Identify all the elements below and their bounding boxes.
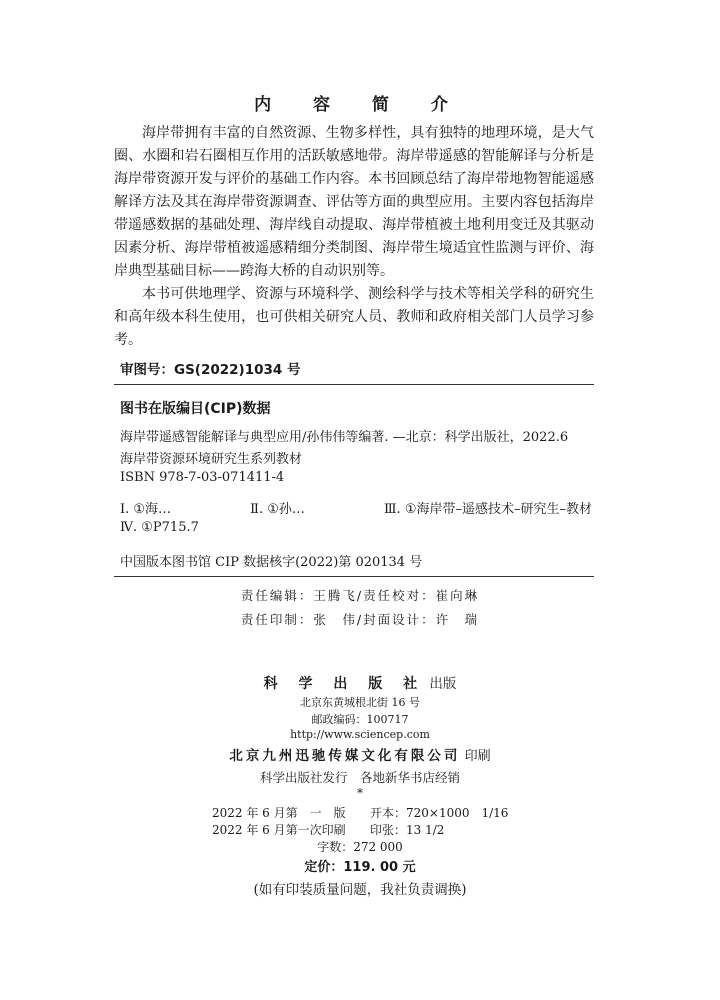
page-title: 内 容 简 介 bbox=[254, 95, 466, 115]
cip-subject-2: Ⅱ. ①孙… bbox=[250, 502, 305, 517]
word-count: 字数：272 000 bbox=[317, 840, 403, 854]
abstract bbox=[114, 122, 594, 352]
distribution-line: 科学出版社发行 各地新华书店经销 bbox=[259, 770, 460, 785]
publisher-address: 北京东黄城根北街 16 号 bbox=[300, 696, 420, 709]
cip-isbn: ISBN 978-7-03-071411-4 bbox=[120, 470, 285, 485]
publisher-postcode: 邮政编码：100717 bbox=[311, 713, 409, 726]
editors-line-1: 责任编辑：王腾飞/责任校对：崔向琳 bbox=[240, 588, 480, 603]
publisher-name: 科 学 出 版 社 bbox=[263, 676, 426, 692]
map-review-number: 审图号：GS(2022)1034 号 bbox=[120, 362, 301, 378]
printer-line bbox=[0, 744, 720, 764]
print-line bbox=[212, 821, 444, 838]
printer-name: 北京九州迅驰传媒文化有限公司 bbox=[229, 748, 461, 764]
first-print: 2022 年 6 月第一次印刷 bbox=[212, 823, 346, 837]
first-edition: 2022 年 6 月第 一 版 bbox=[212, 806, 346, 820]
publisher-suffix: 出版 bbox=[429, 676, 457, 692]
editors-line-2: 责任印制：张 伟/封面设计：许 瑞 bbox=[240, 612, 480, 627]
publisher-url: http://www.sciencep.com bbox=[290, 728, 430, 741]
cip-series-line: 海岸带资源环境研究生系列教材 bbox=[120, 452, 303, 467]
cip-subject-1: Ⅰ. ①海… bbox=[120, 502, 172, 517]
publisher-line bbox=[0, 672, 720, 693]
asterisk-separator: * bbox=[357, 786, 363, 800]
cip-subject-3: Ⅲ. ①海岸带–遥感技术–研究生–教材 bbox=[384, 502, 592, 517]
cip-heading: 图书在版编目(CIP)数据 bbox=[120, 401, 271, 417]
cip-classification: Ⅳ. ①P715.7 bbox=[120, 520, 199, 535]
abstract-paragraph-1: 海岸带拥有丰富的自然资源、生物多样性，具有独特的地理环境，是大气圈、水圈和岩石圈相互作用的活跃敏感地带。海岸带遥感的智能解译与分析是海岸带资源开发与评价的基础工作内容。本书回顾总结了海岸带地物智能遥感解译方法及其在海岸带资源调查、评估等方面的典型应用。主要内容包括海岸带遥感数据的基础处理、海岸线自动提取、海岸带植被土地利用变迁及其驱动因素分析、海岸带植被遥感精细分类制图、海岸带生境适宜性监测与评价、海岸典型基础目标——跨海大桥的自动识别等。 bbox=[114, 125, 594, 279]
format: 开本：720×1000 1/16 bbox=[370, 806, 509, 820]
price: 定价：119. 00 元 bbox=[304, 860, 416, 875]
divider-top bbox=[114, 384, 594, 385]
cip-catalog-number: 中国版本图书馆 CIP 数据核字(2022)第 020134 号 bbox=[120, 555, 423, 570]
divider-bottom bbox=[114, 576, 594, 577]
cip-subjects bbox=[120, 498, 592, 517]
sheets: 印张：13 1/2 bbox=[370, 823, 445, 837]
edition-line bbox=[212, 804, 508, 821]
quality-notice: (如有印装质量问题，我社负责调换) bbox=[253, 882, 467, 898]
cip-title-line: 海岸带遥感智能解译与典型应用/孙伟伟等编著. —北京：科学出版社，2022.6 bbox=[120, 430, 569, 445]
abstract-paragraph-2: 本书可供地理学、资源与环境科学、测绘科学与技术等相关学科的研究生和高年级本科生使用，也可供相关研究人员、教师和政府相关部门人员学习参考。 bbox=[114, 286, 594, 348]
printer-suffix: 印刷 bbox=[464, 749, 491, 764]
